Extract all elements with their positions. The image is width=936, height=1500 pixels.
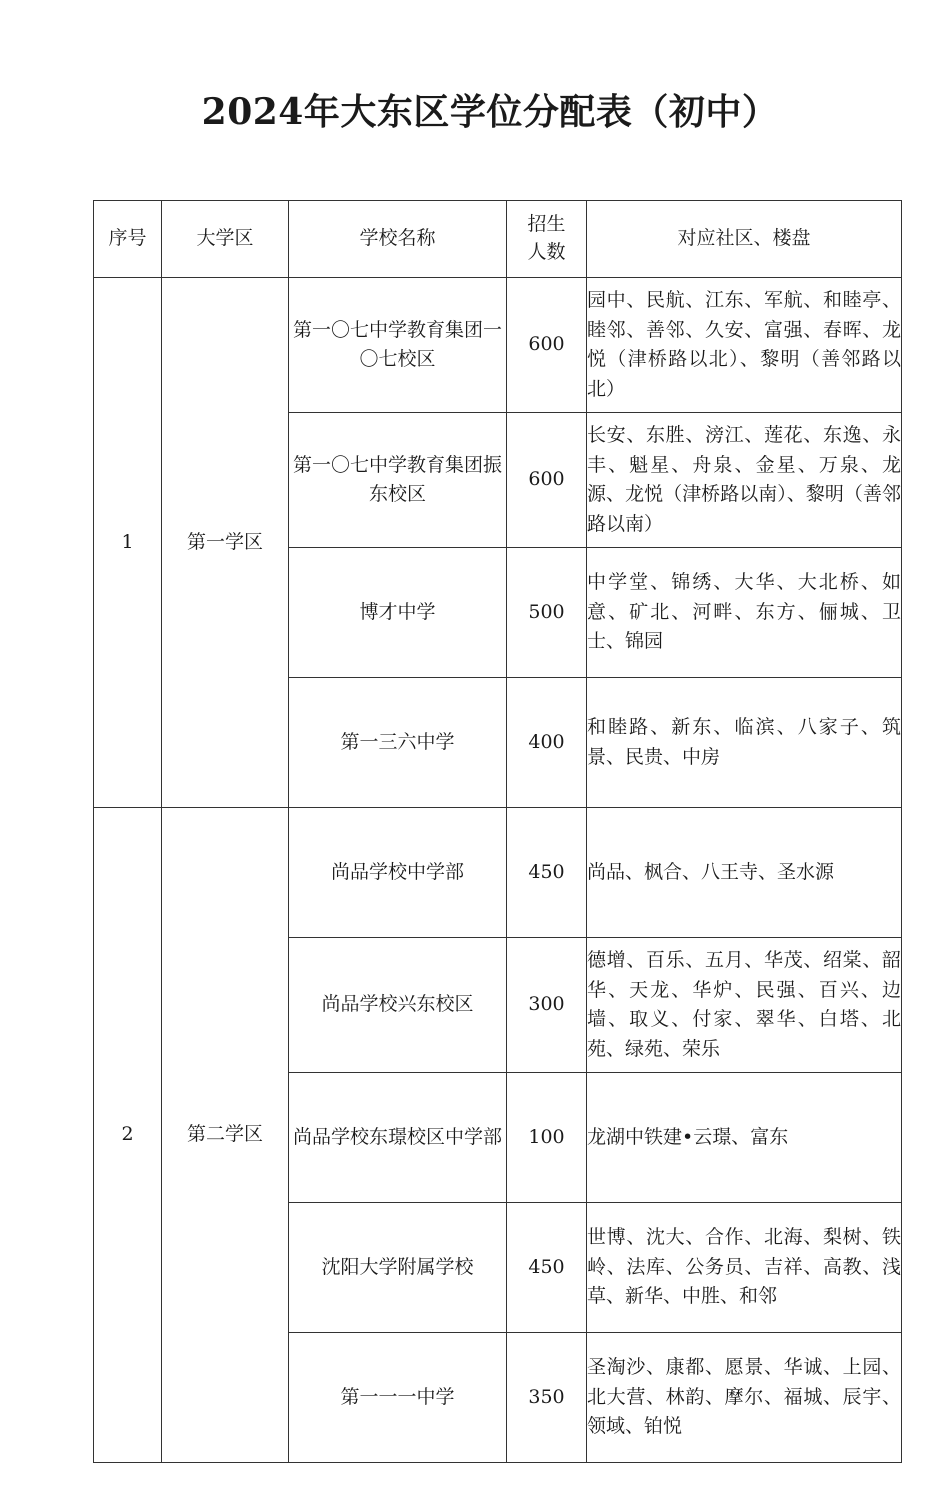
header-areas: 对应社区、楼盘 <box>587 201 902 278</box>
header-seq: 序号 <box>94 201 162 278</box>
table-row <box>94 808 902 938</box>
count-cell: 100 <box>507 1073 587 1203</box>
school-cell: 沈阳大学附属学校 <box>289 1203 507 1333</box>
school-cell: 尚品学校兴东校区 <box>289 938 507 1073</box>
table-header-row <box>94 201 902 278</box>
school-cell: 尚品学校东璟校区中学部 <box>289 1073 507 1203</box>
count-cell: 400 <box>507 678 587 808</box>
district-cell: 第一学区 <box>162 278 289 808</box>
count-cell: 450 <box>507 1203 587 1333</box>
school-cell: 第一三六中学 <box>289 678 507 808</box>
areas-cell: 长安、东胜、滂江、莲花、东逸、永丰、魁星、舟泉、金星、万泉、龙源、龙悦（津桥路以南）、黎明（善邻路以南） <box>587 413 902 548</box>
count-cell: 500 <box>507 548 587 678</box>
school-cell: 尚品学校中学部 <box>289 808 507 938</box>
page-title: 2024年大东区学位分配表（初中） <box>201 91 779 133</box>
school-cell: 第一〇七中学教育集团一〇七校区 <box>289 278 507 413</box>
header-count <box>507 201 587 278</box>
count-cell: 600 <box>507 413 587 548</box>
seq-cell: 2 <box>94 808 162 1463</box>
table-row <box>94 278 902 413</box>
district-cell: 第二学区 <box>162 808 289 1463</box>
school-cell: 第一一一中学 <box>289 1333 507 1463</box>
count-cell: 600 <box>507 278 587 413</box>
count-cell: 300 <box>507 938 587 1073</box>
areas-cell: 圣淘沙、康都、愿景、华诚、上园、北大营、林韵、摩尔、福城、辰宇、领域、铂悦 <box>587 1333 902 1463</box>
header-district: 大学区 <box>162 201 289 278</box>
areas-cell: 和睦路、新东、临滨、八家子、筑景、民贵、中房 <box>587 678 902 808</box>
areas-cell: 园中、民航、江东、军航、和睦亭、睦邻、善邻、久安、富强、春晖、龙悦（津桥路以北）、黎明（善邻路以北） <box>587 278 902 413</box>
header-count-line1: 招生 <box>527 213 566 236</box>
school-cell: 第一〇七中学教育集团振东校区 <box>289 413 507 548</box>
school-cell: 博才中学 <box>289 548 507 678</box>
allocation-table <box>93 200 902 1463</box>
count-cell: 450 <box>507 808 587 938</box>
areas-cell: 尚品、枫合、八王寺、圣水源 <box>587 808 902 938</box>
seq-cell: 1 <box>94 278 162 808</box>
areas-cell: 世博、沈大、合作、北海、梨树、铁岭、法库、公务员、吉祥、高教、浅草、新华、中胜、和邻 <box>587 1203 902 1333</box>
areas-cell: 德增、百乐、五月、华茂、绍棠、韶华、天龙、华炉、民强、百兴、边墙、取义、付家、翠华、白塔、北苑、绿苑、荣乐 <box>587 938 902 1073</box>
header-count-line2: 人数 <box>527 241 566 264</box>
areas-cell: 中学堂、锦绣、大华、大北桥、如意、矿北、河畔、东方、俪城、卫士、锦园 <box>587 548 902 678</box>
count-cell: 350 <box>507 1333 587 1463</box>
areas-cell: 龙湖中铁建•云璟、富东 <box>587 1073 902 1203</box>
header-school: 学校名称 <box>289 201 507 278</box>
